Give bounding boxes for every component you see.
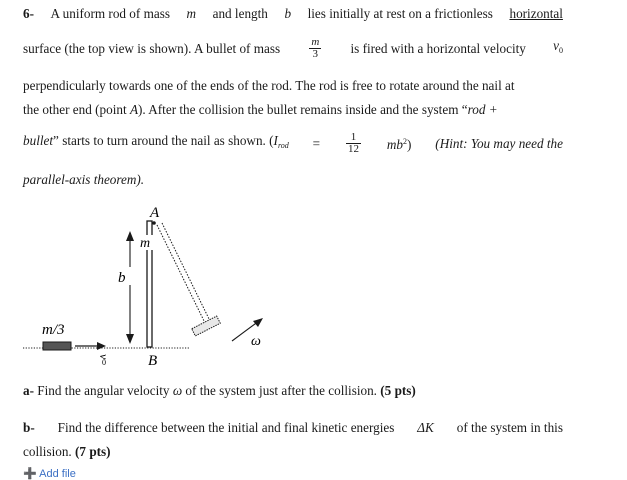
problem-line-5 [23, 132, 563, 155]
frac-num: m [311, 36, 320, 48]
line1-text-a: A uniform rod of mass [50, 6, 170, 21]
label-b: b [118, 270, 126, 286]
nail-A [152, 221, 156, 225]
var-I-sub: rod [277, 141, 289, 150]
question-b-deltaK: ΔK [417, 420, 434, 435]
close-paren: ) [407, 137, 412, 152]
bullet [43, 342, 71, 350]
var-m: m [186, 6, 197, 21]
bullet-mass-fraction [309, 37, 321, 60]
question-b-line2-text: collision. [23, 444, 72, 459]
question-a-prefix: a- [23, 383, 34, 398]
question-a-points: (5 pts) [380, 383, 416, 398]
question-b-points: (7 pts) [75, 444, 111, 459]
label-v0-sub: 0 [102, 358, 106, 367]
question-a-rest: of the system just after the collision. [185, 383, 377, 398]
horizontal-word: horizontal [509, 6, 563, 21]
line4-text-b: ). After the collision the bullet remains inside and the system “ [138, 102, 468, 117]
var-v: v [553, 38, 559, 53]
line4-text-a: the other end (point [23, 102, 127, 117]
inertia-fraction [346, 132, 361, 155]
label-m3: m/3 [42, 322, 65, 338]
dimension-b-arrowhead-top [126, 231, 134, 241]
rotated-rod-edge-2 [162, 223, 211, 323]
question-b-text: Find the difference between the initial and final kinetic energies [57, 420, 395, 435]
question-a [23, 383, 416, 399]
question-b-rest: of the system in this [456, 420, 563, 435]
line1-text-b: and length [212, 6, 268, 21]
var-mb: mb [386, 137, 403, 152]
line1-text-c: lies initially at rest on a frictionless [307, 6, 493, 21]
hint-text: (Hint: You may need the [435, 135, 563, 151]
equals: = [312, 135, 321, 151]
rotated-rod-edge-1 [157, 225, 206, 325]
problem-line-2 [23, 37, 563, 60]
add-file-link[interactable]: ➕ Add file [23, 468, 76, 480]
rotation-arrowhead [253, 318, 263, 327]
label-A: A [150, 205, 160, 221]
frac-den: 3 [312, 48, 319, 60]
question-a-text: Find the angular velocity [37, 383, 170, 398]
line2-text-a: surface (the top view is shown). A bullet of mass [23, 40, 281, 56]
rod-plus: rod + [467, 102, 498, 117]
var-I: I [273, 133, 278, 148]
line2-text-b: is fired with a horizontal velocity [350, 40, 526, 56]
var-mb-sq: 2 [403, 137, 407, 146]
var-A: A [129, 102, 138, 117]
inertia-frac-den: 12 [347, 143, 359, 155]
question-a-omega: ω [172, 383, 183, 398]
problem-line-4 [23, 102, 498, 118]
dimension-b-arrowhead-bottom [126, 334, 134, 344]
velocity-arrowhead [97, 342, 106, 350]
inertia-frac-num: 1 [346, 132, 361, 144]
label-v0: v [97, 354, 111, 360]
question-b-prefix: b- [23, 420, 35, 435]
question-b [23, 420, 563, 436]
label-omega: ω [251, 334, 261, 349]
problem-line-6: parallel-axis theorem). [23, 172, 145, 187]
bullet-word: bullet [23, 133, 54, 148]
var-v-sub: 0 [558, 46, 563, 55]
label-B: B [148, 353, 158, 369]
var-b: b [284, 6, 292, 21]
problem-line-1 [23, 6, 563, 22]
line4-text-c: ” starts to turn around the nail as shown. ( [53, 133, 274, 148]
rotated-bullet [192, 316, 221, 336]
rod-figure [0, 195, 627, 370]
problem-number: 6- [23, 6, 34, 21]
label-m: m [140, 236, 151, 251]
question-b-line-2 [23, 444, 111, 460]
problem-line-3: perpendicularly towards one of the ends of the rod. The rod is free to rotate around the nail at [23, 78, 515, 93]
